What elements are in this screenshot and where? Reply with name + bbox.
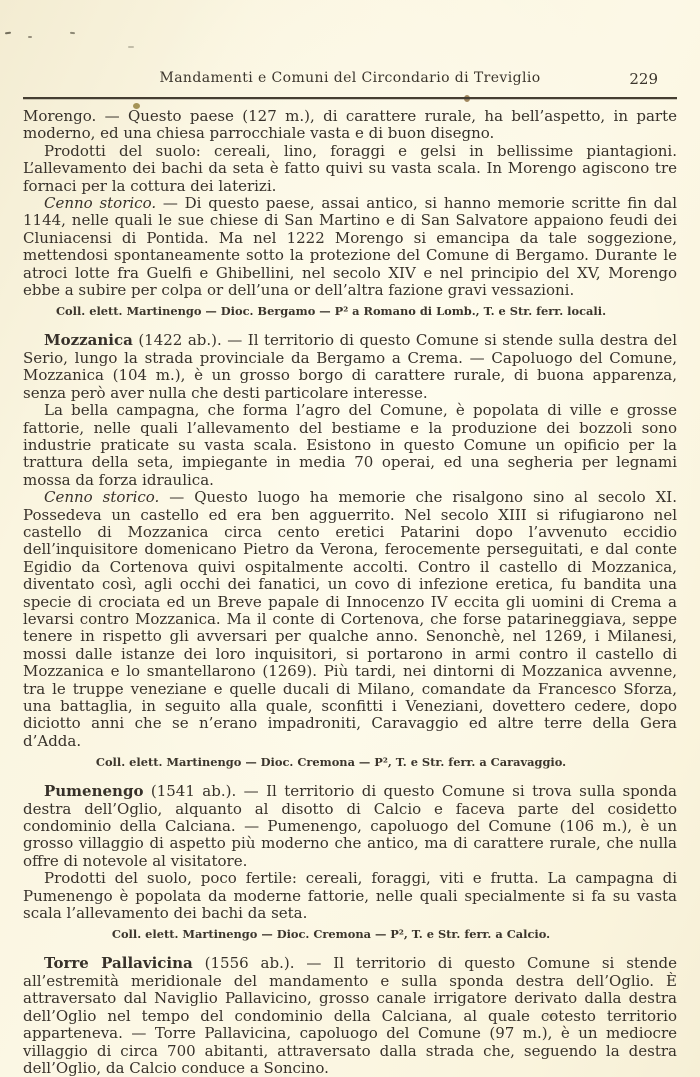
running-header: [23, 70, 677, 90]
admin-note: [33, 304, 629, 319]
paragraph: [23, 870, 677, 922]
entry-name: Mozzanica: [44, 331, 133, 350]
paragraph-text: Morengo. — Questo paese (127 m.), di carattere rurale, ha bell’aspetto, in parte moderno, ed una chiesa parrocchiale vasta e di buon disegno.: [23, 107, 677, 143]
paragraph: [23, 955, 677, 1077]
paragraph-text: Prodotti del suolo, poco fertile: cereali, foraggi, viti e frutta. La campagna di Pumenengo è popolata da moderne fattorie, nelle quali specialmente si fa su vasta scala l’allevamento dei bachi da seta.: [23, 869, 677, 923]
paragraph: [23, 402, 677, 489]
paragraph-text: La bella campagna, che forma l’agro del Comune, è popolata di ville e grosse fattorie, nelle quali l’allevamento del bestiame e la produzione dei bozzoli sono industrie praticate su vasta scala. Esistono in questo Comune un opificio per la trattura della seta, impiegante in media 70 operai, ed una segheria per legnami mossa da forza idraulica.: [23, 401, 677, 489]
header-rule: [23, 97, 677, 99]
paragraph: [23, 195, 677, 299]
entry-name: Pumenengo: [44, 782, 144, 801]
paper-speck: [70, 32, 75, 34]
paragraph-text: (1556 ab.). — Il territorio di questo Comune si stende all’estremità meridionale del mandamento e sulla sponda destra dell’Oglio. È attraversato dal Naviglio Pallavicino, grosso canale irrigatore derivato dalla destra dell’Oglio nel tempo del condominio della Calciana, al quale cotesto territorio apparteneva. — Torre Pallavicina, capoluogo del Comune (97 m.), è un mediocre villaggio di circa 700 abitanti, attraversato dalla strada che, seguendo la destra dell’Oglio, da Calcio conduce a Soncino.: [23, 954, 677, 1077]
paragraph-text: Coll. elett. Martinengo — Dioc. Cremona — P², T. e Str. ferr. a Calcio.: [111, 927, 551, 942]
paragraph-text: Coll. elett. Martinengo — Dioc. Cremona — P², T. e Str. ferr. a Caravaggio.: [95, 755, 567, 770]
paragraph: [23, 332, 677, 402]
admin-note: [33, 927, 629, 942]
page-body: [23, 108, 677, 1077]
paragraph-text: Prodotti del suolo: cereali, lino, foraggi e gelsi in bellissime piantagioni. L’allevamento dei bachi da seta è fatto quivi su vasta scala. In Morengo agiscono tre fornaci per la cottura dei laterizi.: [23, 141, 677, 195]
paragraph: [23, 783, 677, 870]
paper-speck: [128, 46, 134, 48]
running-header-title: Mandamenti e Comuni del Circondario di Treviglio: [159, 70, 541, 86]
paragraph-text: (1422 ab.). — Il territorio di questo Comune si stende sulla destra del Serio, lungo la strada provinciale da Bergamo a Crema. — Capoluogo del Comune, Mozzanica (104 m.), è un grosso borgo di carattere rurale, di buona apparenza, senza però aver nulla che desti particolare interesse.: [23, 331, 677, 402]
paper-speck: [28, 36, 32, 38]
paragraph-text: — Di questo paese, assai antico, si hanno memorie scritte fin dal 1144, nelle quali le sue chiese di San Martino e di San Salvatore appaiono feudi dei Cluniacensi di Pontida. Ma nel 1222 Morengo si emancipa da tale soggezione, mettendosi spontaneamente sotto la protezione del Comune di Bergamo. Durante le atroci lotte fra Guelfi e Ghibellini, nel secolo XIV e nel principio del XV, Morengo ebbe a subire per colpa or dell’una or dell’altra fazione gravi vessazioni.: [23, 194, 677, 300]
paragraph-text: (1541 ab.). — Il territorio di questo Comune si trova sulla sponda destra dell’Oglio, alquanto al disotto di Calcio e faceva parte del cosidetto condominio della Calciana. — Pumenengo, capoluogo del Comune (106 m.), è un grosso villaggio di aspetto più moderno che antico, ma di carattere rurale, che nulla offre di notevole al visitatore.: [23, 782, 677, 870]
paragraph: [23, 489, 677, 750]
paragraph-text: Coll. elett. Martinengo — Dioc. Bergamo — P² a Romano di Lomb., T. e Str. ferr. locali.: [55, 304, 607, 319]
admin-note: [33, 755, 629, 770]
paragraph: [23, 108, 677, 143]
paragraph-text: — Questo luogo ha memorie che risalgono sino al secolo XI. Possedeva un castello ed era ben agguerrito. Nel secolo XIII si rifugiarono nel castello di Mozzanica circa cento eretici Patarini dopo l’avvenuto eccidio dell’inquisitore domenicano Pietro da Verona, ferocemente perseguitati, e dal conte Egidio da Cortenova quivi ospitalmente accolti. Contro il castello di Mozzanica, diventato così, agli occhi dei fanatici, un covo di infezione eretica, fu bandita una specie di crociata ed un Breve papale di Innocenzo IV eccita gli uomini di Crema a levarsi contro Mozzanica. Ma il conte di Cortenova, che forse patarineggiava, seppe tenere in rispetto gli avversari per qualche anno. Senonchè, nel 1269, i Milanesi, mossi dalle istanze dei loro inquisitori, si portarono in armi contro il castello di Mozzanica e lo smantellarono (1269). Più tardi, nei dintorni di Mozzanica avvenne, tra le truppe veneziane e quelle ducali di Milano, comandate da Francesco Sforza, una battaglia, in seguito alla quale, sconfitti i Veneziani, dovettero cedere, dopo diciotto anni che se n’erano impadroniti, Caravaggio ed altre terre della Gera d’Adda.: [23, 488, 677, 750]
paragraph: [23, 143, 677, 195]
page-number: 229: [629, 70, 658, 88]
lead-phrase: Cenno storico.: [44, 194, 157, 213]
entry-name: Torre Pallavicina: [44, 954, 193, 973]
paper-speck: [5, 32, 11, 35]
lead-phrase: Cenno storico.: [44, 488, 160, 507]
